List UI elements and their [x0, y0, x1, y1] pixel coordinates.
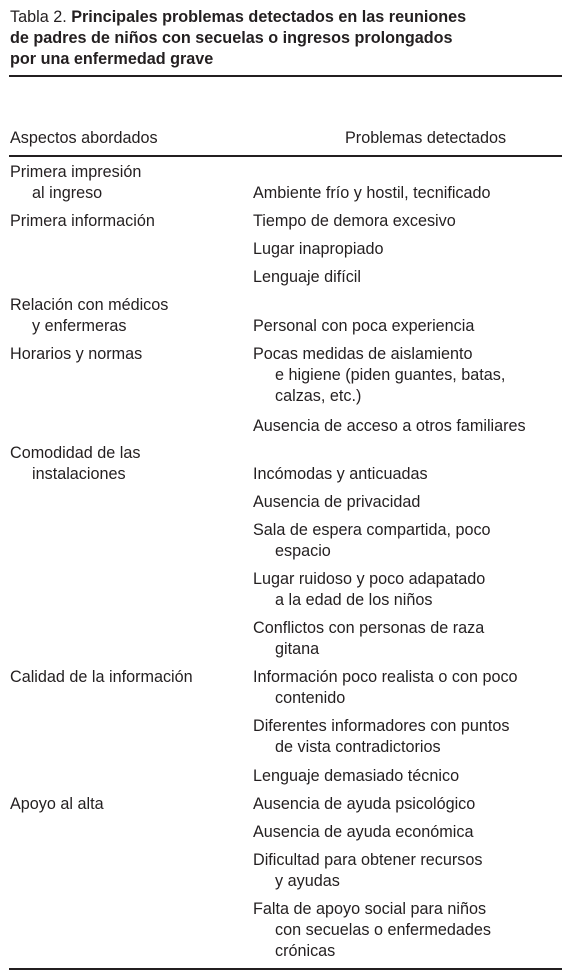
problem-line: Incómodas y anticuadas [253, 465, 428, 483]
problem-line: Conflictos con personas de raza [253, 619, 485, 637]
table-caption [10, 7, 560, 70]
problem-cell [253, 211, 563, 232]
aspect-line: Primera información [10, 212, 155, 230]
problem-line: Diferentes informadores con puntos [253, 717, 510, 735]
header-aspects: Aspectos abordados [10, 129, 158, 147]
problem-cell [253, 569, 563, 611]
aspect-line: Horarios y normas [10, 345, 143, 363]
problem-line: Lugar ruidoso y poco adapatado [253, 570, 486, 588]
problem-line: Pocas medidas de aislamiento [253, 345, 473, 363]
problem-line: y ayudas [275, 872, 340, 890]
aspect-line: instalaciones [32, 465, 126, 483]
problem-line: contenido [275, 689, 346, 707]
aspect-cell [10, 162, 245, 204]
problem-line: Ausencia de ayuda económica [253, 823, 474, 841]
aspect-line: Relación con médicos [10, 296, 169, 314]
problem-cell [253, 316, 563, 337]
problem-cell [253, 794, 563, 815]
aspect-cell [10, 344, 245, 365]
problem-line: Ausencia de ayuda psicológico [253, 795, 476, 813]
problem-line: Ausencia de acceso a otros familiares [253, 417, 526, 435]
problem-line: Sala de espera compartida, poco [253, 521, 491, 539]
problem-line: con secuelas o enfermedades [275, 921, 491, 939]
problem-line: Lenguaje demasiado técnico [253, 767, 460, 785]
aspect-line: Primera impresión [10, 163, 142, 181]
problem-line: Personal con poca experiencia [253, 317, 475, 335]
caption-title: Principales problemas detectados en las reuniones [71, 8, 467, 26]
aspect-cell [10, 667, 245, 688]
problem-line: calzas, etc.) [275, 387, 362, 405]
problem-line: Información poco realista o con poco [253, 668, 518, 686]
top-rule [9, 75, 562, 77]
problem-line: de vista contradictorios [275, 738, 441, 756]
problem-cell [253, 344, 563, 407]
aspect-cell [10, 295, 245, 337]
problem-line: Dificultad para obtener recursos [253, 851, 483, 869]
problem-line: e higiene (piden guantes, batas, [275, 366, 506, 384]
header-rule [9, 155, 562, 157]
caption-line-3: por una enfermedad grave [10, 50, 214, 68]
aspect-cell [10, 794, 245, 815]
aspect-line: Comodidad de las [10, 444, 141, 462]
problem-cell [253, 464, 563, 485]
problem-line: a la edad de los niños [275, 591, 433, 609]
header-problems: Problemas detectados [345, 129, 507, 147]
problem-line: Tiempo de demora excesivo [253, 212, 456, 230]
aspect-cell [10, 443, 245, 485]
problem-line: crónicas [275, 942, 336, 960]
problem-cell [253, 667, 563, 709]
problem-cell [253, 520, 563, 562]
problem-cell [253, 899, 563, 962]
caption-label: Tabla 2. [10, 8, 72, 26]
problem-cell [253, 716, 563, 758]
caption-line-1 [10, 7, 560, 28]
aspect-line: Calidad de la información [10, 668, 193, 686]
problem-line: Ausencia de privacidad [253, 493, 421, 511]
problem-cell [253, 267, 563, 288]
problem-line: Lenguaje difícil [253, 268, 361, 286]
aspect-cell [10, 211, 245, 232]
aspect-line: al ingreso [32, 184, 103, 202]
caption-line-2: de padres de niños con secuelas o ingresos prolongados [10, 29, 453, 47]
problem-cell [253, 822, 563, 843]
aspect-line: y enfermeras [32, 317, 127, 335]
problem-line: Ambiente frío y hostil, tecnificado [253, 184, 491, 202]
problem-line: Lugar inapropiado [253, 240, 384, 258]
problem-cell [253, 239, 563, 260]
problem-cell [253, 416, 563, 437]
problem-cell [253, 850, 563, 892]
problem-cell [253, 766, 563, 787]
problem-line: espacio [275, 542, 331, 560]
problem-cell [253, 492, 563, 513]
aspect-line: Apoyo al alta [10, 795, 104, 813]
problem-cell [253, 618, 563, 660]
problem-cell [253, 183, 563, 204]
problem-line: gitana [275, 640, 320, 658]
problem-line: Falta de apoyo social para niños [253, 900, 487, 918]
bottom-rule [9, 968, 562, 970]
